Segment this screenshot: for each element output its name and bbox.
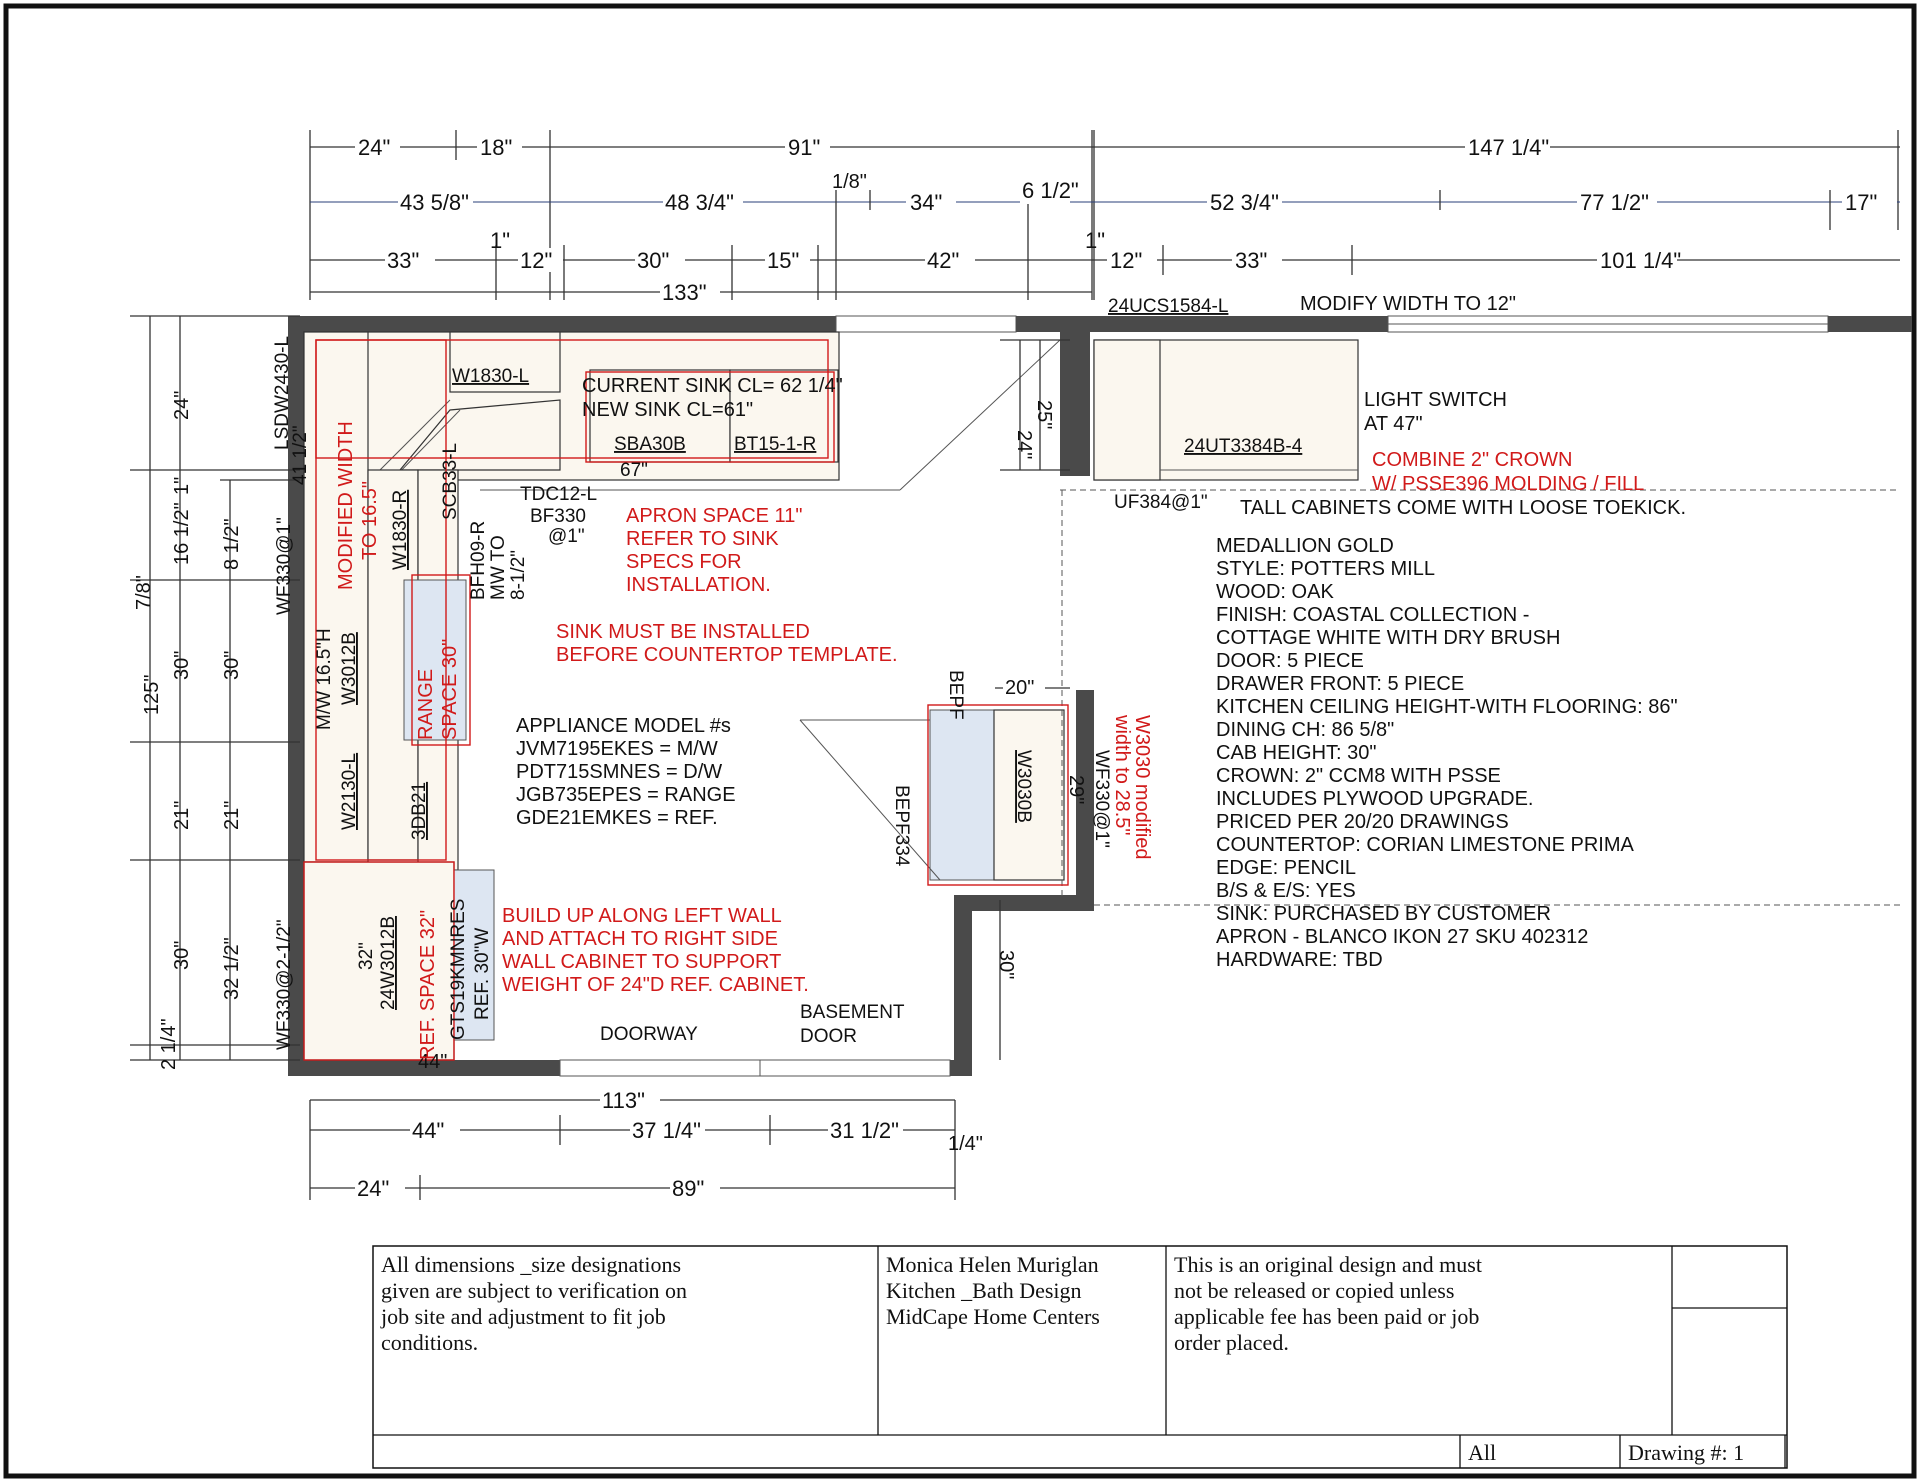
dim-24-left: 24" [171,390,193,420]
label-w1830-l: W1830-L [452,366,530,387]
note-apron-3: SPECS FOR [626,551,742,573]
label-wf330-b: WF330@2-1/2" [274,919,295,1050]
dim-15-top: 15" [767,248,800,273]
dim-89: 89" [672,1176,705,1201]
dim-21-left-a: 21" [171,800,193,830]
dim-33-left: 33" [387,248,420,273]
top-dimensions [310,130,1900,305]
label-41-1-2: 41 1/2" [290,425,311,485]
note-apron-2: REFER TO SINK [626,528,779,550]
appliance-title: APPLIANCE MODEL #s [516,715,731,737]
label-3db21: 3DB21 [409,781,430,840]
note-combine-crown: COMBINE 2" CROWN [1372,449,1573,471]
dim-52-3-4: 52 3/4" [1210,190,1279,215]
dim-30-top: 30" [637,248,670,273]
dim-25-right: 25" [1033,400,1055,430]
drawing-number: Drawing #: 1 [1628,1440,1745,1465]
title-block [373,1246,1787,1468]
spec-line: KITCHEN CEILING HEIGHT-WITH FLOORING: 86" [1216,696,1678,718]
label-mw-16-5: M/W 16.5"H [314,628,335,730]
dim-44-inside: 44" [418,1051,448,1073]
label-basement: BASEMENT [800,1002,905,1023]
spec-line: B/S & E/S: YES [1216,880,1356,902]
note-build-up-2: AND ATTACH TO RIGHT SIDE [502,928,778,950]
dim-32-1-2: 32 1/2" [221,937,243,1000]
note-build-up-1: BUILD UP ALONG LEFT WALL [502,905,782,927]
dim-113: 113" [602,1088,645,1113]
spec-line: HARDWARE: TBD [1216,949,1383,971]
spec-list [1216,535,1678,971]
note-modified-width: MODIFIED WIDTH [335,421,357,590]
note-sink-install-2: BEFORE COUNTERTOP TEMPLATE. [556,644,898,666]
label-67: 67" [620,460,648,481]
spec-line: INCLUDES PLYWOOD UPGRADE. [1216,788,1534,810]
appliance-range: JGB735EPES = RANGE [516,784,736,806]
dim-6-1-2: 6 1/2" [1022,178,1079,203]
notice-line: order placed. [1174,1330,1289,1355]
label-bt15: BT15-1-R [734,434,817,455]
designer-title: Kitchen _Bath Design [886,1278,1082,1303]
dim-top-18: 18" [480,135,513,160]
label-wf330-a: WF330@1" [274,517,295,615]
label-uf384: UF384@1" [1114,492,1208,513]
spec-line: SINK: PURCHASED BY CUSTOMER [1216,903,1551,925]
disclaimer-line: given are subject to verification on [381,1278,688,1303]
spec-line: EDGE: PENCIL [1216,857,1357,879]
dim-43-5-8: 43 5/8" [400,190,469,215]
label-w3030b: W3030B [1013,750,1034,823]
label-w3012b: W3012B [339,632,360,705]
dim-2-1-4: 2 1/4" [158,1018,180,1070]
dim-top-24: 24" [358,135,391,160]
dim-29-right: 29" [1065,775,1087,805]
label-bf330: BF330 [530,506,586,527]
dim-1-left: 1" [490,228,511,253]
dim-30-right: 30" [995,950,1017,980]
dim-12-right: 12" [1110,248,1143,273]
note-range-space-1: RANGE [415,668,437,740]
designer-company: MidCape Home Centers [886,1304,1100,1329]
dim-1-right: 1" [1085,228,1106,253]
spec-line: DOOR: 5 PIECE [1216,650,1364,672]
label-gts: GTS19KMNRES [448,898,469,1040]
note-apron-1: APRON SPACE 11" [626,505,803,527]
label-bfh09: BFH09-R [468,520,489,600]
label-w1830-r: W1830-R [390,489,411,570]
notice-line: applicable fee has been paid or job [1174,1304,1480,1329]
note-light-switch-height: AT 47" [1364,413,1423,435]
spec-line: DINING CH: 86 5/8" [1216,719,1395,741]
notice-line: This is an original design and must [1174,1252,1482,1277]
spec-line: COUNTERTOP: CORIAN LIMESTONE PRIMA [1216,834,1634,856]
label-8-1-2: 8-1/2" [508,549,529,600]
designer-name: Monica Helen Muriglan [886,1252,1099,1277]
dim-16-1-2: 16 1/2" [171,502,193,565]
appliance-dishwasher: PDT715SMNES = D/W [516,761,723,783]
spec-line: PRICED PER 20/20 DRAWINGS [1216,811,1509,833]
label-wf330-c: WF330@1" [1091,750,1112,848]
label-w2130-l: W2130-L [339,752,360,830]
label-mw-to: MW TO [488,535,509,600]
dim-top-147: 147 1/4" [1468,135,1550,160]
spec-line: WOOD: OAK [1216,581,1334,603]
label-tdc12: TDC12-L [520,484,598,505]
dim-12-left: 12" [520,248,553,273]
dim-31-1-2: 31 1/2" [830,1118,899,1143]
note-modify-width: MODIFY WIDTH TO 12" [1300,293,1517,315]
note-w3030-width: width to 28.5" [1111,715,1133,836]
label-24ucs: 24UCS1584-L [1108,296,1229,317]
label-lsdw: LSDW2430-L [272,335,293,450]
dim-17: 17" [1845,190,1878,215]
note-ref-space: REF. SPACE 32" [417,909,439,1060]
note-tall-cabinets: TALL CABINETS COME WITH LOOSE TOEKICK. [1240,497,1687,519]
dim-48-3-4: 48 3/4" [665,190,734,215]
label-doorway: DOORWAY [600,1024,698,1045]
spec-line: STYLE: POTTERS MILL [1216,558,1435,580]
dim-1-8: 1/8" [832,171,867,193]
label-sba30b: SBA30B [614,434,686,455]
dim-44-bottom: 44" [412,1118,445,1143]
appliance-refrigerator: GDE21EMKES = REF. [516,807,718,829]
dim-7-8: 7/8" [133,575,155,610]
dim-top-91: 91" [788,135,821,160]
spec-line: MEDALLION GOLD [1216,535,1394,557]
label-24ut: 24UT3384B-4 [1184,436,1303,457]
note-build-up-3: WALL CABINET TO SUPPORT [502,951,782,973]
dim-42-top: 42" [927,248,960,273]
note-build-up-4: WEIGHT OF 24"D REF. CABINET. [502,974,809,996]
view-label: All [1468,1440,1497,1465]
dim-37-1-4: 37 1/4" [632,1118,701,1143]
spec-line: FINISH: COASTAL COLLECTION - [1216,604,1530,626]
note-current-sink: CURRENT SINK CL= 62 1/4" [582,375,843,397]
note-w3030-modified: W3030 modified [1131,715,1153,860]
dim-1-left-v: 1" [171,476,193,495]
note-light-switch: LIGHT SWITCH [1364,389,1507,411]
label-24w3012b: 24W3012B [378,915,399,1010]
appliance-list [516,715,736,829]
appliance-microwave: JVM7195EKES = M/W [516,738,718,760]
label-scb33: SCB33-L [440,442,461,520]
spec-line: CAB HEIGHT: 30" [1216,742,1377,764]
dim-33-right: 33" [1235,248,1268,273]
label-bepf: BEPF [945,670,966,720]
dim-101-1-4: 101 1/4" [1600,248,1682,273]
label-at1: @1" [548,526,585,547]
dim-24-bottom: 24" [357,1176,390,1201]
disclaimer-line: All dimensions _size designations [381,1252,682,1277]
dim-8-1-2: 8 1/2" [221,518,243,570]
dim-133: 133" [662,280,707,305]
spec-line: COTTAGE WHITE WITH DRY BRUSH [1216,627,1561,649]
note-range-space-2: SPACE 30" [439,638,461,740]
note-modified-to: TO 16.5" [359,481,381,560]
dim-77-1-2: 77 1/2" [1580,190,1649,215]
note-sink-install-1: SINK MUST BE INSTALLED [556,621,810,643]
label-bepf334: BEPF334 [891,785,912,867]
disclaimer-line: job site and adjustment to fit job [381,1304,666,1329]
label-32: 32" [356,942,377,970]
dim-30-left-a: 30" [171,650,193,680]
dim-1-4: 1/4" [948,1133,983,1155]
dim-21-inner: 21" [221,800,243,830]
dim-20-right: 20" [1005,677,1035,699]
note-new-sink: NEW SINK CL=61" [582,399,754,421]
dim-24-right: 24" [1013,430,1035,460]
notice-line: not be released or copied unless [1174,1278,1455,1303]
dim-34: 34" [910,190,943,215]
note-psse-molding: W/ PSSE396 MOLDING / FILL [1372,473,1645,495]
dim-30-left-b: 30" [171,940,193,970]
dim-30-inner: 30" [221,650,243,680]
dim-125: 125" [141,674,163,715]
spec-line: APRON - BLANCO IKON 27 SKU 402312 [1216,926,1589,948]
spec-line: DRAWER FRONT: 5 PIECE [1216,673,1465,695]
note-apron-4: INSTALLATION. [626,574,771,596]
label-basement-door: DOOR [800,1026,857,1047]
spec-line: CROWN: 2" CCM8 WITH PSSE [1216,765,1501,787]
label-ref-30w: REF. 30"W [472,927,493,1020]
disclaimer-line: conditions. [381,1330,479,1355]
